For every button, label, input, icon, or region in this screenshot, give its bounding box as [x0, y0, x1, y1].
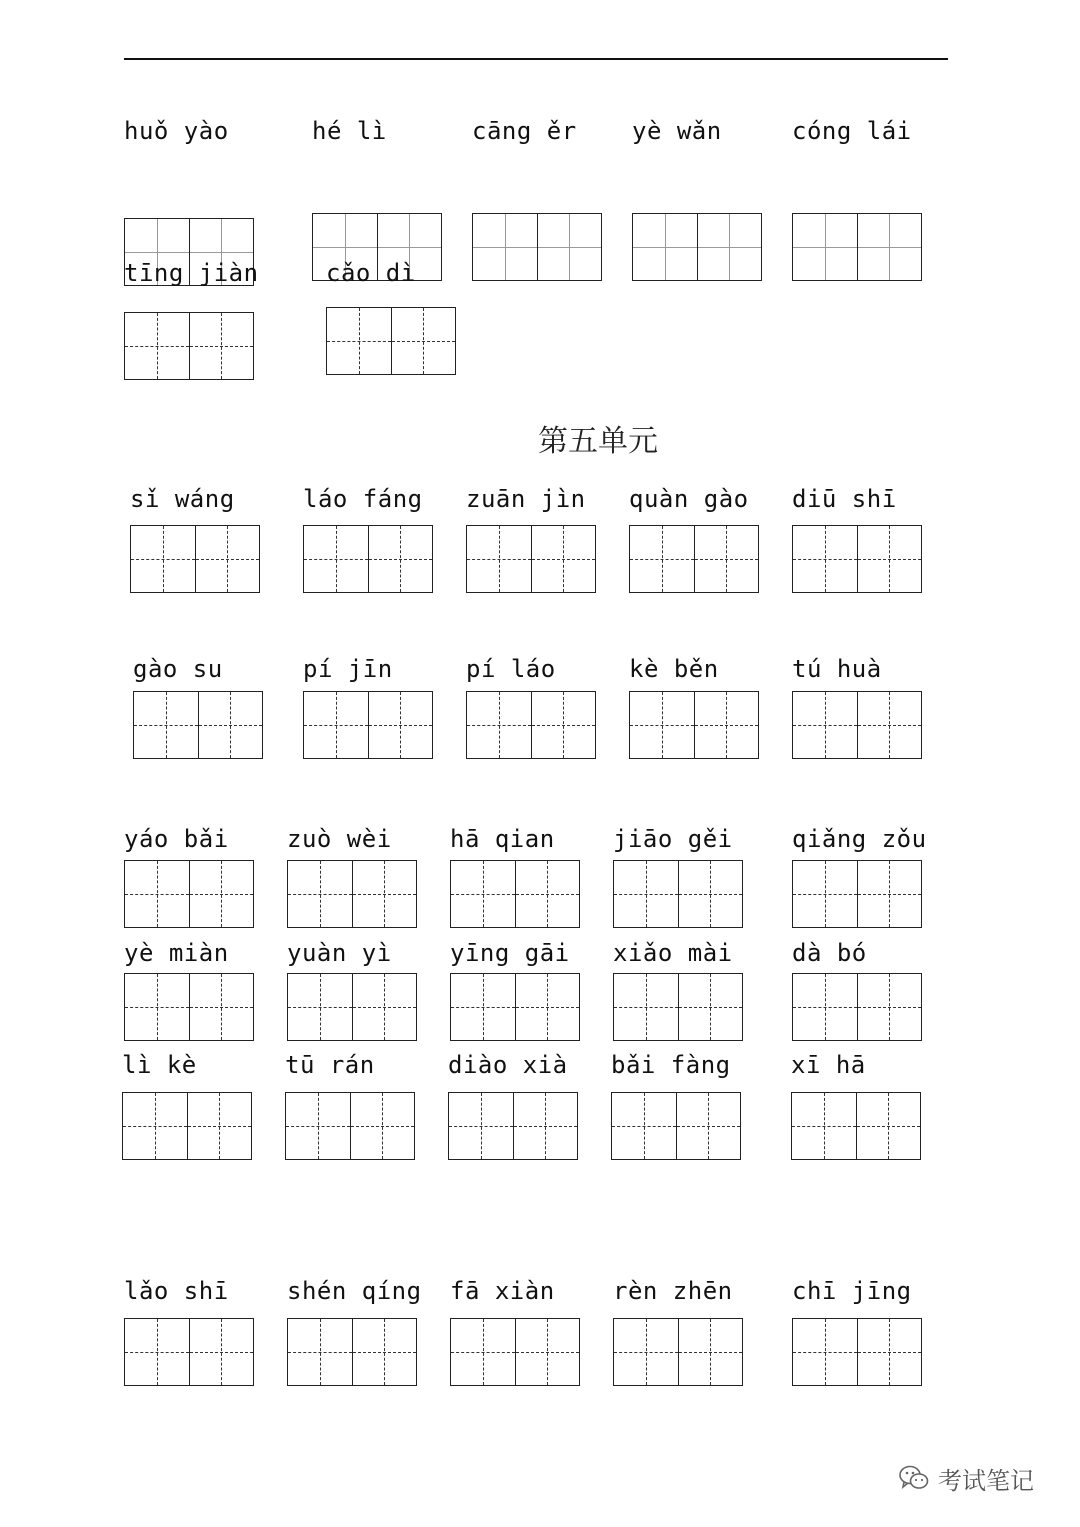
- pinyin-label: hé lì: [312, 117, 387, 145]
- writing-cell[interactable]: [792, 1093, 856, 1159]
- pinyin-label: pí láo: [466, 655, 556, 683]
- pinyin-label: jiāo gěi: [613, 825, 733, 853]
- pinyin-label: kè běn: [629, 655, 719, 683]
- pinyin-label: yè miàn: [124, 939, 229, 967]
- writing-grid[interactable]: [133, 691, 263, 759]
- writing-cell[interactable]: [288, 1319, 352, 1385]
- writing-grid[interactable]: [792, 860, 922, 928]
- pinyin-label: tīng jiàn: [124, 259, 259, 287]
- pinyin-label: dà bó: [792, 939, 867, 967]
- pinyin-label: xiǎo mài: [613, 939, 733, 967]
- writing-cell[interactable]: [793, 861, 857, 927]
- writing-cell[interactable]: [134, 692, 198, 758]
- writing-cell[interactable]: [131, 526, 195, 592]
- writing-cell[interactable]: [123, 1093, 187, 1159]
- writing-cell[interactable]: [451, 861, 515, 927]
- writing-grid[interactable]: [791, 1092, 921, 1160]
- writing-cell[interactable]: [451, 974, 515, 1040]
- writing-grid[interactable]: [792, 973, 922, 1041]
- writing-grid[interactable]: [466, 525, 596, 593]
- pinyin-label: xī hā: [791, 1051, 866, 1079]
- writing-cell[interactable]: [857, 526, 922, 592]
- writing-cell[interactable]: [612, 1093, 676, 1159]
- writing-cell[interactable]: [857, 861, 922, 927]
- writing-cell[interactable]: [189, 861, 254, 927]
- writing-cell[interactable]: [857, 692, 922, 758]
- writing-grid[interactable]: [130, 525, 260, 593]
- writing-grid[interactable]: [792, 691, 922, 759]
- writing-cell[interactable]: [633, 214, 697, 280]
- writing-grid[interactable]: [611, 1092, 741, 1160]
- writing-cell[interactable]: [327, 308, 391, 374]
- pinyin-label: láo fáng: [303, 485, 423, 513]
- writing-cell[interactable]: [195, 526, 260, 592]
- writing-grid[interactable]: [326, 307, 456, 375]
- writing-cell[interactable]: [793, 214, 857, 280]
- writing-cell[interactable]: [189, 974, 254, 1040]
- writing-cell[interactable]: [288, 974, 352, 1040]
- writing-cell[interactable]: [189, 313, 254, 379]
- pinyin-label: zuò wèi: [287, 825, 392, 853]
- unit-title: 第五单元: [538, 424, 658, 459]
- writing-grid[interactable]: [122, 1092, 252, 1160]
- writing-cell[interactable]: [857, 974, 922, 1040]
- writing-cell[interactable]: [676, 1093, 741, 1159]
- pinyin-label: cǎo dì: [326, 259, 416, 287]
- writing-grid[interactable]: [792, 213, 922, 281]
- writing-cell[interactable]: [451, 1319, 515, 1385]
- pinyin-label: pí jīn: [303, 655, 393, 683]
- pinyin-label: yáo bǎi: [124, 825, 229, 853]
- pinyin-label: tū rán: [285, 1051, 375, 1079]
- writing-cell[interactable]: [694, 526, 759, 592]
- writing-grid[interactable]: [124, 860, 254, 928]
- writing-cell[interactable]: [678, 974, 743, 1040]
- writing-cell[interactable]: [531, 692, 596, 758]
- writing-cell[interactable]: [856, 1093, 921, 1159]
- writing-cell[interactable]: [352, 1319, 417, 1385]
- writing-cell[interactable]: [793, 1319, 857, 1385]
- pinyin-label: yè wǎn: [632, 117, 722, 145]
- writing-cell[interactable]: [614, 861, 678, 927]
- watermark: [898, 1458, 1034, 1498]
- writing-grid[interactable]: [303, 691, 433, 759]
- writing-cell[interactable]: [857, 1319, 922, 1385]
- writing-cell[interactable]: [286, 1093, 350, 1159]
- pinyin-label: lì kè: [122, 1051, 197, 1079]
- writing-grid[interactable]: [792, 1318, 922, 1386]
- writing-cell[interactable]: [531, 526, 596, 592]
- pinyin-label: zuān jìn: [466, 485, 586, 513]
- writing-grid[interactable]: [450, 973, 580, 1041]
- pinyin-label: qiǎng zǒu: [792, 825, 927, 853]
- writing-cell[interactable]: [187, 1093, 252, 1159]
- pinyin-label: fā xiàn: [450, 1277, 555, 1305]
- writing-cell[interactable]: [793, 692, 857, 758]
- writing-cell[interactable]: [189, 1319, 254, 1385]
- writing-cell[interactable]: [198, 692, 263, 758]
- writing-grid[interactable]: [124, 973, 254, 1041]
- writing-grid[interactable]: [124, 1318, 254, 1386]
- writing-cell[interactable]: [350, 1093, 415, 1159]
- writing-grid[interactable]: [613, 1318, 743, 1386]
- writing-cell[interactable]: [793, 974, 857, 1040]
- writing-cell[interactable]: [368, 692, 433, 758]
- writing-cell[interactable]: [288, 861, 352, 927]
- writing-grid[interactable]: [285, 1092, 415, 1160]
- writing-cell[interactable]: [304, 526, 368, 592]
- writing-grid[interactable]: [450, 860, 580, 928]
- writing-cell[interactable]: [678, 1319, 743, 1385]
- writing-grid[interactable]: [287, 973, 417, 1041]
- writing-grid[interactable]: [792, 525, 922, 593]
- writing-cell[interactable]: [697, 214, 762, 280]
- writing-cell[interactable]: [857, 214, 922, 280]
- writing-grid[interactable]: [632, 213, 762, 281]
- writing-cell[interactable]: [793, 526, 857, 592]
- writing-cell[interactable]: [352, 974, 417, 1040]
- writing-cell[interactable]: [513, 1093, 578, 1159]
- pinyin-label: sǐ wáng: [130, 485, 235, 513]
- writing-cell[interactable]: [614, 1319, 678, 1385]
- writing-cell[interactable]: [352, 861, 417, 927]
- writing-cell[interactable]: [125, 313, 189, 379]
- header-rule: [124, 58, 948, 60]
- writing-cell[interactable]: [694, 692, 759, 758]
- pinyin-label: yīng gāi: [450, 939, 570, 967]
- pinyin-label: rèn zhēn: [613, 1277, 733, 1305]
- writing-cell[interactable]: [515, 974, 580, 1040]
- writing-cell[interactable]: [125, 974, 189, 1040]
- writing-grid[interactable]: [613, 860, 743, 928]
- writing-cell[interactable]: [537, 214, 602, 280]
- watermark-text: 考试笔记: [938, 1466, 1034, 1495]
- writing-grid[interactable]: [613, 973, 743, 1041]
- writing-grid[interactable]: [450, 1318, 580, 1386]
- writing-cell[interactable]: [449, 1093, 513, 1159]
- writing-grid[interactable]: [448, 1092, 578, 1160]
- pinyin-label: quàn gào: [629, 485, 749, 513]
- writing-cell[interactable]: [614, 974, 678, 1040]
- pinyin-label: diào xià: [448, 1051, 568, 1079]
- writing-grid[interactable]: [629, 691, 759, 759]
- writing-cell[interactable]: [678, 861, 743, 927]
- writing-cell[interactable]: [473, 214, 537, 280]
- writing-grid[interactable]: [287, 860, 417, 928]
- writing-grid[interactable]: [124, 312, 254, 380]
- pinyin-label: shén qíng: [287, 1277, 422, 1305]
- writing-grid[interactable]: [303, 525, 433, 593]
- writing-grid[interactable]: [287, 1318, 417, 1386]
- pinyin-label: hā qian: [450, 825, 555, 853]
- pinyin-label: tú huà: [792, 655, 882, 683]
- writing-cell[interactable]: [391, 308, 456, 374]
- pinyin-label: huǒ yào: [124, 117, 229, 145]
- writing-grid[interactable]: [466, 691, 596, 759]
- writing-cell[interactable]: [368, 526, 433, 592]
- writing-cell[interactable]: [467, 526, 531, 592]
- pinyin-label: cóng lái: [792, 117, 912, 145]
- writing-cell[interactable]: [515, 861, 580, 927]
- writing-cell[interactable]: [630, 526, 694, 592]
- pinyin-label: gào su: [133, 655, 223, 683]
- pinyin-label: cāng ěr: [472, 117, 577, 145]
- pinyin-label: yuàn yì: [287, 939, 392, 967]
- pinyin-label: lǎo shī: [124, 1277, 229, 1305]
- pinyin-label: bǎi fàng: [611, 1051, 731, 1079]
- writing-cell[interactable]: [125, 1319, 189, 1385]
- pinyin-label: diū shī: [792, 485, 897, 513]
- writing-cell[interactable]: [125, 861, 189, 927]
- writing-cell[interactable]: [467, 692, 531, 758]
- writing-grid[interactable]: [472, 213, 602, 281]
- writing-cell[interactable]: [630, 692, 694, 758]
- writing-grid[interactable]: [629, 525, 759, 593]
- writing-cell[interactable]: [515, 1319, 580, 1385]
- writing-cell[interactable]: [304, 692, 368, 758]
- pinyin-label: chī jīng: [792, 1277, 912, 1305]
- wechat-icon: [898, 1464, 930, 1492]
